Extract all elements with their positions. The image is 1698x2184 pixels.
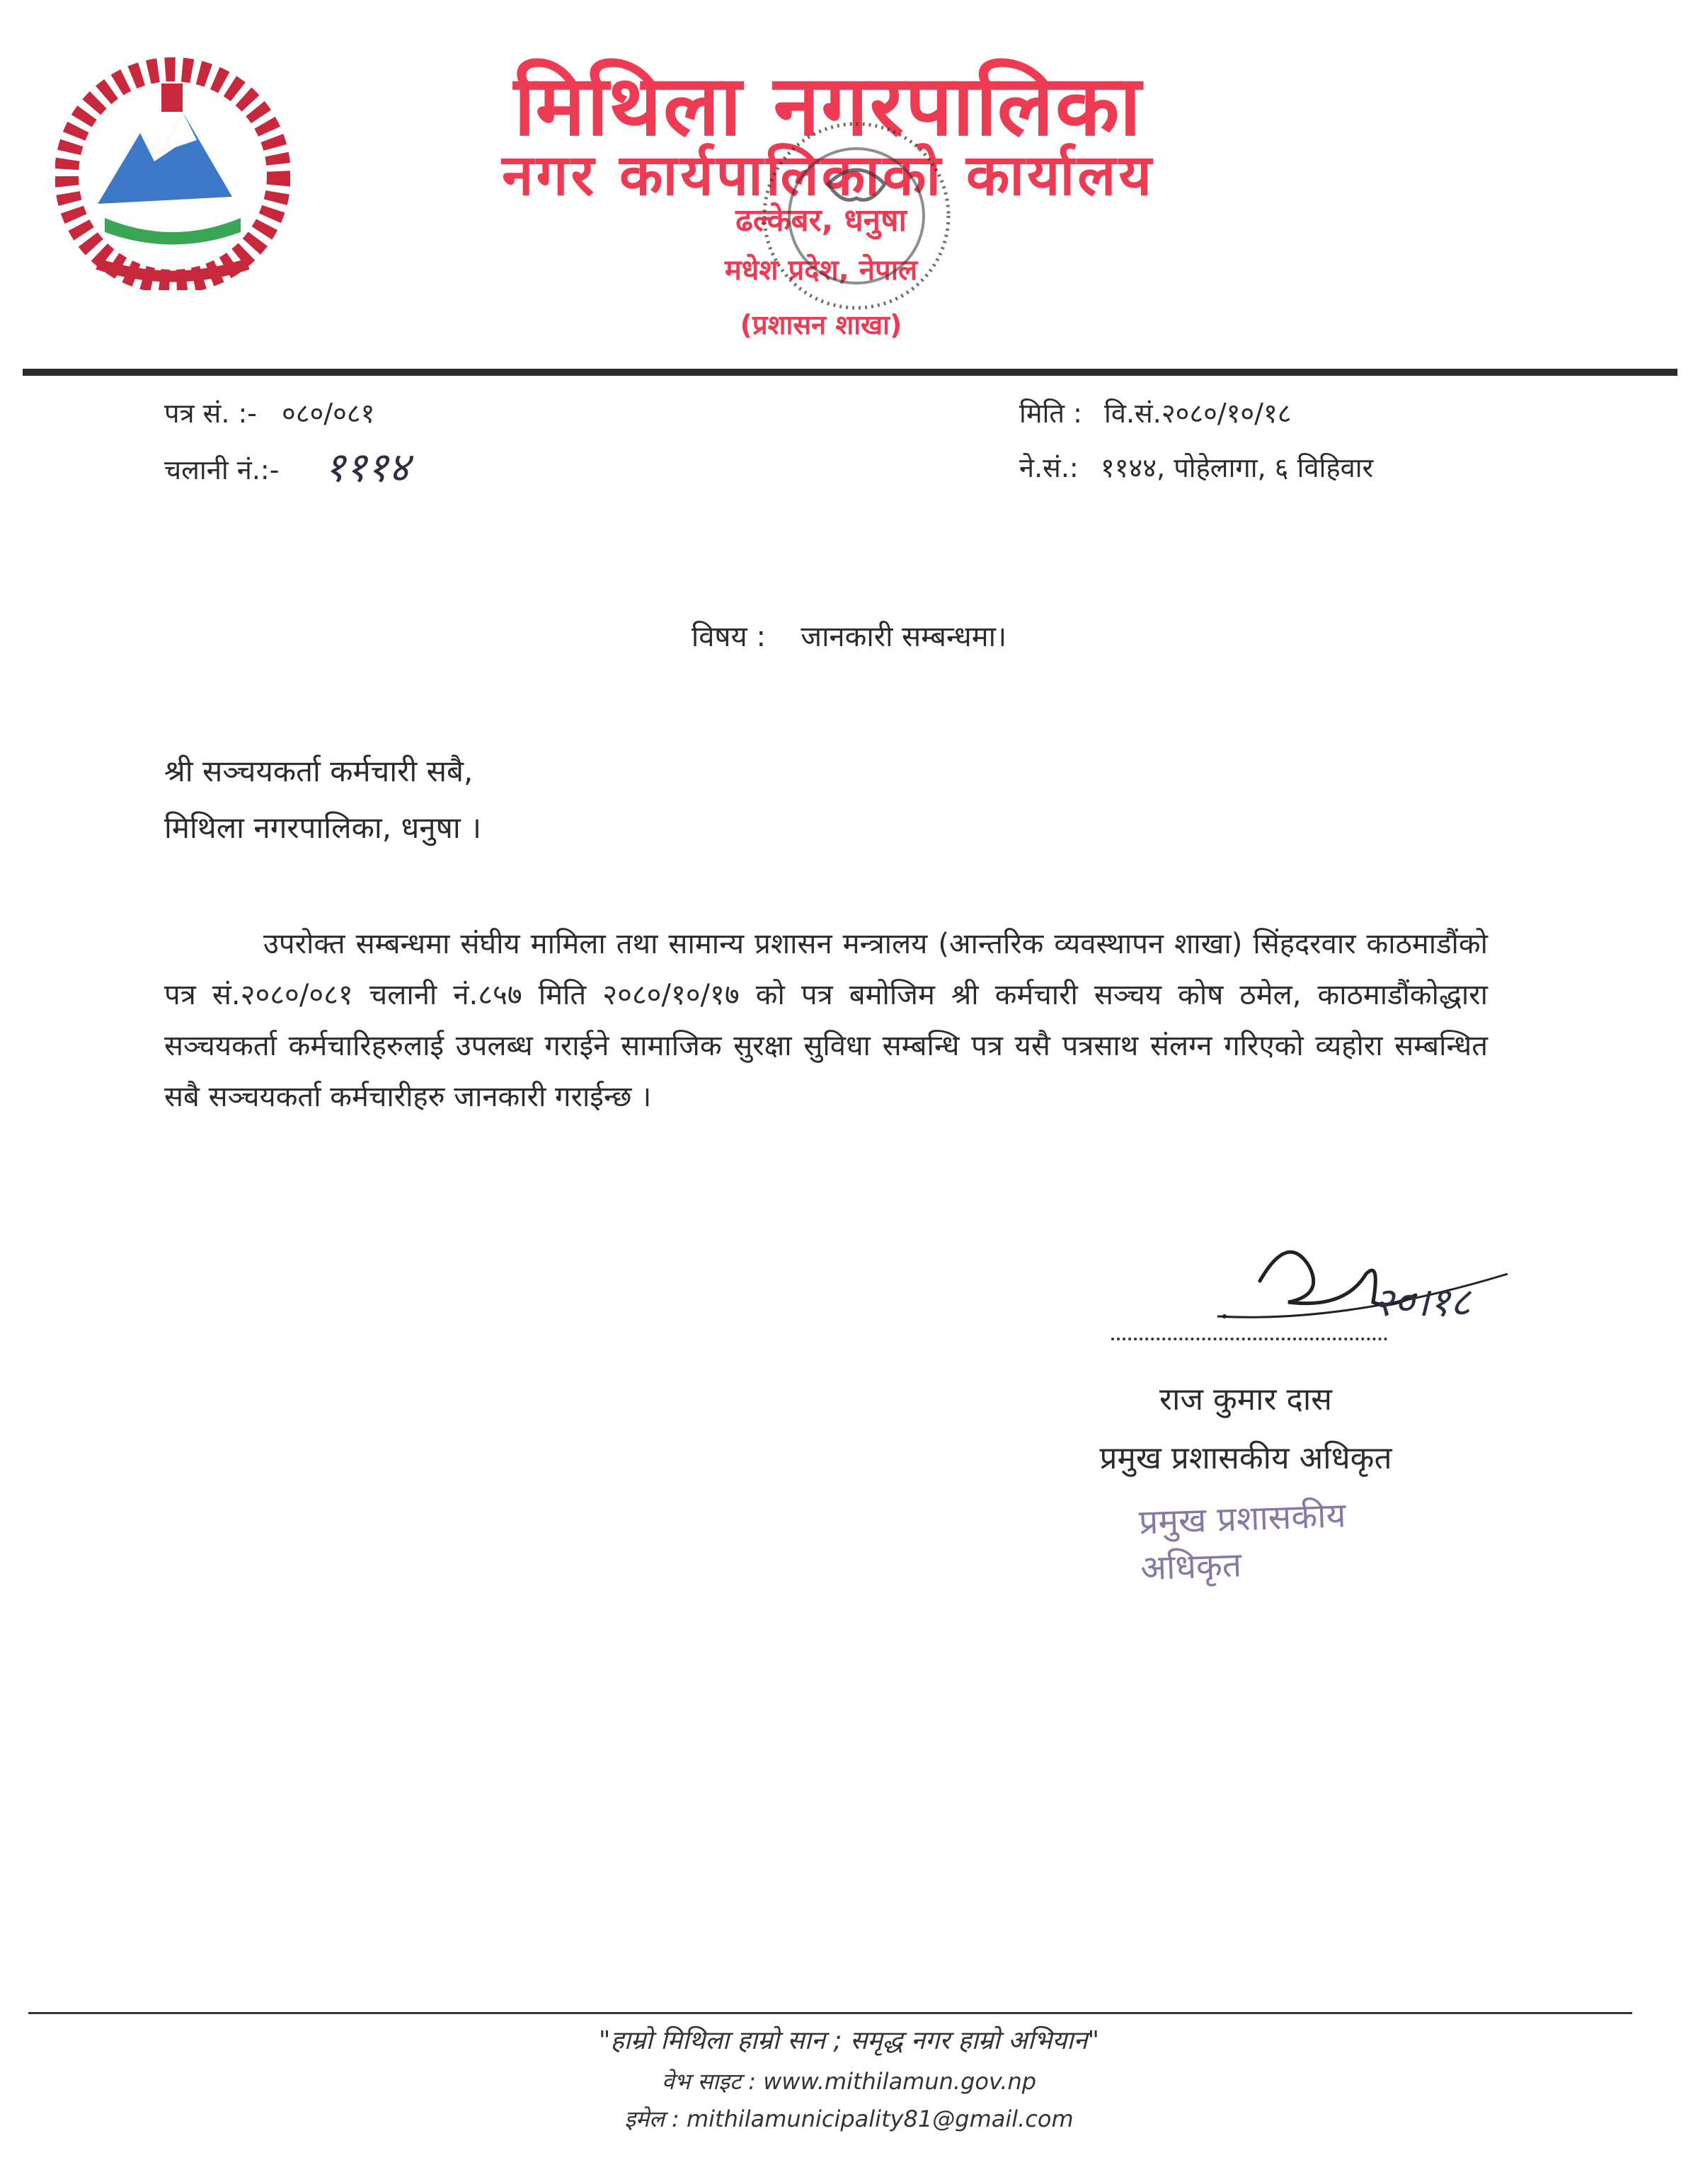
office-subtitle: नगर कार्यपालिकाको कार्यालय	[502, 142, 1154, 208]
dispatch-number-value: १११४	[324, 443, 410, 491]
dispatch-number-label: चलानी नं.:-	[164, 454, 280, 485]
branch-label: (प्रशासन शाखा)	[740, 309, 902, 340]
subject-line	[0, 616, 1698, 655]
municipality-title: मिथिला नगरपालिका	[513, 57, 1143, 154]
header-divider	[23, 369, 1677, 376]
nepal-emblem-icon	[55, 55, 290, 290]
nepal-sambat-label: ने.सं.:	[1019, 452, 1079, 483]
date-label: मिति :	[1019, 398, 1082, 429]
office-stamp-icon	[750, 99, 963, 333]
designation-stamp: प्रमुख प्रशासकीय अधिकृत	[1138, 1495, 1347, 1589]
body-paragraph: उपरोक्त सम्बन्धमा संघीय मामिला तथा सामान्य प्रशासन मन्त्रालय (आन्तरिक व्यवस्थापन शाखा) सिंहदरवार काठमाडौंको पत्र सं.२०८०/०८१ चलानी नं.८५७ मिति २०८०/१०/१७ को पत्र बमोजिम श्री कर्मचारी सञ्चय कोष ठमेल, काठमाडौंकोद्धारा सञ्चयकर्ता कर्मचारिहरुलाई उपलब्ध गराईने सामाजिक सुरक्षा सुविधा सम्बन्धि पत्र यसै पत्रसाथ संलग्न गरिएको व्यहोरा सम्बन्धित सबै सञ्चयकर्ता कर्मचारीहरु जानकारी गराईन्छ ।	[164, 928, 1488, 1113]
addressee-line-2: मिथिला नगरपालिका, धनुषा ।	[164, 810, 482, 845]
footer-divider	[28, 2012, 1632, 2014]
subject-text: जानकारी सम्बन्धमा।	[801, 621, 1007, 653]
footer-email: इमेल : mithilamunicipality81@gmail.com	[624, 2105, 1074, 2132]
addressee-line-1: श्री सञ्चयकर्ता कर्मचारी सबै,	[164, 754, 474, 788]
address-line-2: मधेश प्रदेश, नेपाल	[724, 254, 918, 287]
signer-title: प्रमुख प्रशासकीय अधिकृत	[1099, 1440, 1392, 1476]
date-value: वि.सं.२०८०/१०/१८	[1104, 398, 1292, 429]
signed-date: २०।१८	[1373, 1280, 1471, 1326]
letter-number-value: ०८०/०८१	[282, 398, 375, 429]
letter-number-label: पत्र सं. :-	[164, 398, 258, 429]
nepal-sambat-value: ११४४, पोहेलागा, ६ विहिवार	[1101, 452, 1374, 483]
address-line-1: ढल्केबर, धनुषा	[735, 202, 907, 238]
signer-name: राज कुमार दास	[1159, 1381, 1332, 1418]
footer-slogan: "हाम्रो मिथिला हाम्रो सान ; समृद्ध नगर हाम्रो अभियान"	[598, 2026, 1100, 2055]
signature-dotted-line	[1111, 1338, 1387, 1340]
footer-website: वेभ साइट : www.mithilamun.gov.np	[661, 2068, 1037, 2095]
subject-label: विषय :	[691, 621, 766, 653]
